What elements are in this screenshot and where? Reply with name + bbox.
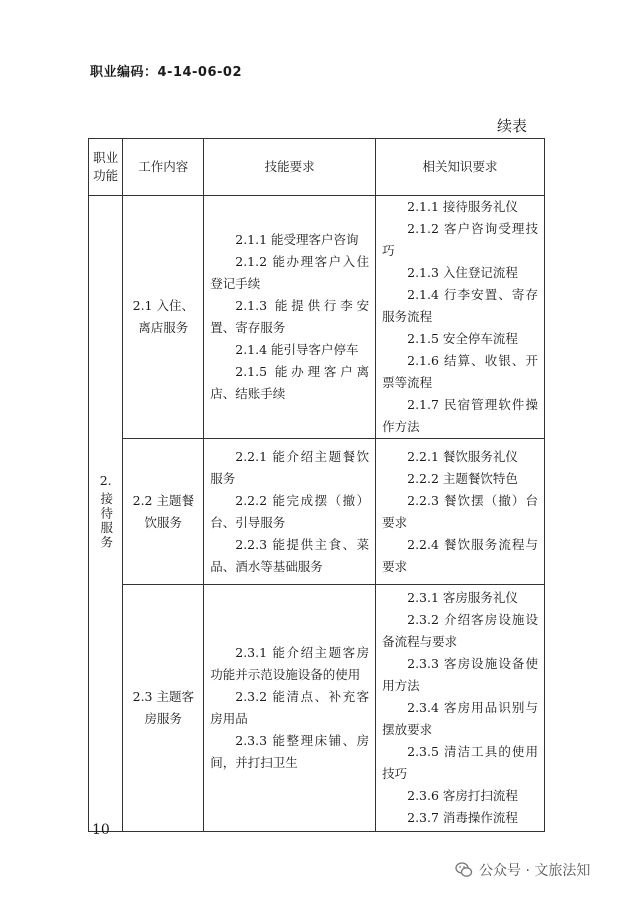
knowledge-cell (376, 196, 545, 439)
header-knowledge: 相关知识要求 (376, 139, 545, 196)
list-item: 2.3.6 客房打扫流程 (407, 788, 518, 803)
watermark (455, 860, 590, 880)
page-number: 10 (92, 822, 110, 838)
list-item: 2.1.7 民宿管理软件操作方法 (382, 397, 538, 434)
table-header-row (89, 139, 545, 196)
header-skills: 技能要求 (204, 139, 376, 196)
knowledge-cell (376, 585, 545, 832)
list-item: 2.3.1 能介绍主题客房功能并示范设施设备的使用 (210, 645, 370, 682)
function-number: 2. (99, 473, 112, 488)
list-item: 2.3.2 介绍客房设施设备流程与要求 (382, 612, 538, 649)
list-item: 2.2.2 能完成摆（撤）台、引导服务 (210, 492, 370, 530)
function-cell (89, 196, 123, 832)
work-content-cell: 2.1 入住、离店服务 (123, 196, 204, 439)
list-item: 2.3.2 能清点、补充客房用品 (210, 689, 370, 726)
occupation-code: 职业编码：4-14-06-02 (90, 65, 243, 80)
list-item: 2.1.1 能受理客户咨询 (235, 232, 359, 247)
table-row (89, 585, 545, 832)
list-item: 2.2.2 主题餐饮特色 (407, 470, 518, 486)
skill-requirements-table (88, 138, 545, 832)
list-item: 2.2.1 餐饮服务礼仪 (407, 448, 518, 464)
header-work-content: 工作内容 (123, 139, 204, 196)
function-name: 接待服务 (98, 492, 114, 550)
list-item: 2.1.3 能提供行李安置、寄存服务 (210, 298, 370, 335)
list-item: 2.3.5 清洁工具的使用技巧 (382, 744, 538, 781)
list-item: 2.3.1 客房服务礼仪 (407, 590, 518, 605)
list-item: 2.1.4 能引导客户停车 (235, 342, 359, 357)
table-row (89, 196, 545, 439)
list-item: 2.3.4 客房用品识别与摆放要求 (382, 700, 538, 737)
list-item: 2.1.1 接待服务礼仪 (407, 199, 518, 214)
work-content-cell: 2.3 主题客房服务 (123, 585, 204, 832)
header-function: 职业 功能 (89, 139, 123, 196)
list-item: 2.2.1 能介绍主题餐饮服务 (210, 448, 370, 486)
watermark-text: 公众号 · 文旅法知 (479, 863, 591, 879)
continued-table-label: 续表 (497, 117, 528, 135)
skills-cell (204, 439, 376, 585)
list-item: 2.1.5 能办理客户离店、结账手续 (210, 364, 370, 401)
list-item: 2.3.7 消毒操作流程 (407, 810, 518, 825)
list-item: 2.1.2 客户咨询受理技巧 (382, 221, 538, 258)
knowledge-cell (376, 439, 545, 585)
work-content-cell: 2.2 主题餐饮服务 (123, 439, 204, 585)
list-item: 2.2.4 餐饮服务流程与要求 (382, 536, 538, 574)
list-item: 2.1.5 安全停车流程 (407, 331, 518, 346)
wechat-icon (455, 861, 473, 879)
list-item: 2.3.3 客房设施设备使用方法 (382, 656, 538, 693)
table-row (89, 439, 545, 585)
list-item: 2.1.4 行李安置、寄存服务流程 (382, 287, 538, 324)
list-item: 2.2.3 餐饮摆（撤）台要求 (382, 492, 538, 530)
list-item: 2.1.2 能办理客户入住登记手续 (210, 254, 370, 291)
list-item: 2.1.3 入住登记流程 (407, 265, 518, 280)
skills-cell (204, 196, 376, 439)
list-item: 2.3.3 能整理床铺、房间，并打扫卫生 (210, 733, 370, 770)
list-item: 2.1.6 结算、收银、开票等流程 (382, 353, 538, 390)
skills-cell (204, 585, 376, 832)
list-item: 2.2.3 能提供主食、菜品、酒水等基础服务 (210, 536, 370, 574)
